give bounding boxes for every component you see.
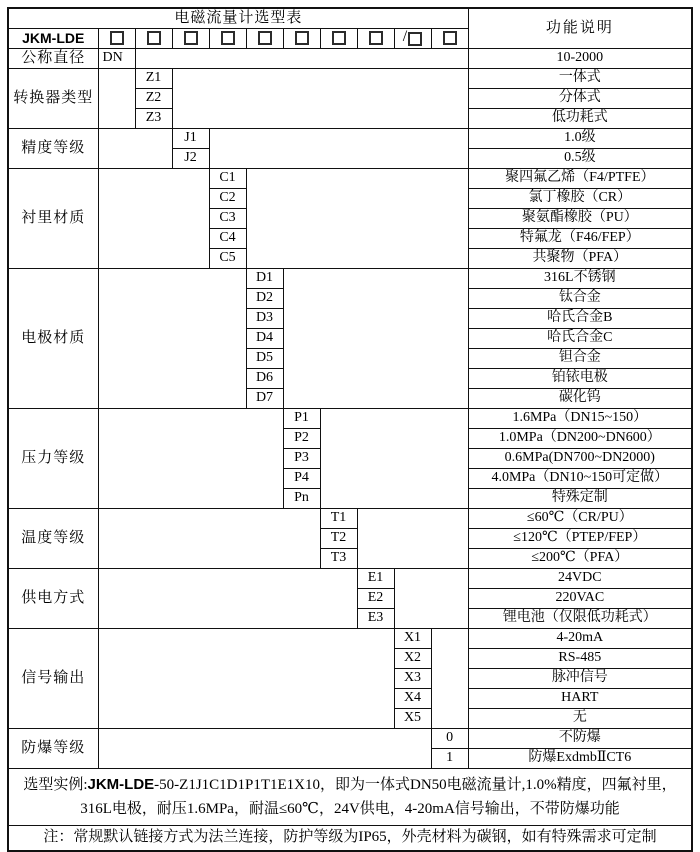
code-cell: Z3 xyxy=(135,109,172,129)
desc-cell: 哈氏合金C xyxy=(468,329,692,349)
checkbox-icon xyxy=(369,31,383,45)
code-cell: 1 xyxy=(431,749,468,769)
code-box-2 xyxy=(135,29,172,49)
table-title: 电磁流量计选型表 xyxy=(8,8,468,29)
example-model: JKM-LDE xyxy=(87,776,155,794)
spacer-cell xyxy=(431,629,468,729)
code-cell: E2 xyxy=(357,589,394,609)
desc-cell: ≤120℃（PTEP/FEP） xyxy=(468,529,692,549)
desc-cell: HART xyxy=(468,689,692,709)
spacer-cell xyxy=(98,129,172,169)
desc-cell: 无 xyxy=(468,709,692,729)
code-box-3 xyxy=(172,29,209,49)
spacer-cell xyxy=(98,629,394,729)
code-box-5 xyxy=(246,29,283,49)
code-cell: D4 xyxy=(246,329,283,349)
code-cell: Z2 xyxy=(135,89,172,109)
category-accuracy-class: 精度等级 xyxy=(8,129,98,169)
desc-cell: 共聚物（PFA） xyxy=(468,249,692,269)
code-cell: D3 xyxy=(246,309,283,329)
checkbox-icon xyxy=(408,32,422,46)
code-cell: Z1 xyxy=(135,69,172,89)
example-line-2: 316L电极，耐压1.6MPa，耐温≤60℃，24V供电，4-20mA信号输出，不带防爆功能 xyxy=(80,800,620,817)
desc-cell: 铂铱电极 xyxy=(468,369,692,389)
spacer-cell xyxy=(320,409,468,509)
spacer-cell xyxy=(394,569,468,629)
spacer-cell xyxy=(172,69,468,129)
desc-cell: 1.0MPa（DN200~DN600） xyxy=(468,429,692,449)
category-nominal-diameter: 公称直径 xyxy=(8,49,98,69)
desc-cell: 1.6MPa（DN15~150） xyxy=(468,409,692,429)
spacer-cell xyxy=(246,169,468,269)
code-cell: X5 xyxy=(394,709,431,729)
code-cell: X2 xyxy=(394,649,431,669)
code-cell: D1 xyxy=(246,269,283,289)
desc-cell: 10-2000 xyxy=(468,49,692,69)
selection-example-note xyxy=(8,769,692,826)
desc-cell: ≤60℃（CR/PU） xyxy=(468,509,692,529)
code-cell: D2 xyxy=(246,289,283,309)
code-cell: C1 xyxy=(209,169,246,189)
spacer-cell xyxy=(209,129,468,169)
desc-cell: 低功耗式 xyxy=(468,109,692,129)
spacer-cell xyxy=(98,409,283,509)
desc-cell: 碳化钨 xyxy=(468,389,692,409)
category-signal-output: 信号输出 xyxy=(8,629,98,729)
desc-cell: 0.6MPa(DN700~DN2000) xyxy=(468,449,692,469)
code-cell: D7 xyxy=(246,389,283,409)
desc-cell: 聚氨酯橡胶（PU） xyxy=(468,209,692,229)
code-box-9 xyxy=(394,29,431,49)
category-converter-type: 转换器类型 xyxy=(8,69,98,129)
code-cell: T1 xyxy=(320,509,357,529)
desc-cell: 防爆ExdmbⅡCT6 xyxy=(468,749,692,769)
code-cell: C4 xyxy=(209,229,246,249)
desc-cell: 氯丁橡胶（CR） xyxy=(468,189,692,209)
code-cell: Pn xyxy=(283,489,320,509)
code-cell: P2 xyxy=(283,429,320,449)
checkbox-icon xyxy=(184,31,198,45)
spacer-cell xyxy=(135,49,468,69)
code-cell: J1 xyxy=(172,129,209,149)
desc-cell: 聚四氟乙烯（F4/PTFE） xyxy=(468,169,692,189)
code-box-7 xyxy=(320,29,357,49)
footnote: 注：常规默认链接方式为法兰连接，防护等级为IP65，外壳材料为碳钢，如有特殊需求可定制 xyxy=(8,826,692,852)
spacer-cell xyxy=(98,729,431,769)
code-box-1 xyxy=(98,29,135,49)
desc-cell: 脉冲信号 xyxy=(468,669,692,689)
desc-cell: 0.5级 xyxy=(468,149,692,169)
desc-cell: 220VAC xyxy=(468,589,692,609)
checkbox-icon xyxy=(332,31,346,45)
desc-cell: 特殊定制 xyxy=(468,489,692,509)
spacer-cell xyxy=(283,269,468,409)
code-cell: T2 xyxy=(320,529,357,549)
code-cell: P1 xyxy=(283,409,320,429)
checkbox-icon xyxy=(258,31,272,45)
selection-table xyxy=(7,7,693,852)
code-box-6 xyxy=(283,29,320,49)
code-cell: C3 xyxy=(209,209,246,229)
spacer-cell xyxy=(98,269,246,409)
code-cell: X3 xyxy=(394,669,431,689)
desc-cell: RS-485 xyxy=(468,649,692,669)
function-column-header: 功能说明 xyxy=(468,8,692,49)
model-prefix: JKM-LDE xyxy=(8,29,98,49)
example-prefix: 选型实例: xyxy=(23,777,88,794)
code-cell: J2 xyxy=(172,149,209,169)
code-cell: X4 xyxy=(394,689,431,709)
code-cell: X1 xyxy=(394,629,431,649)
checkbox-icon xyxy=(221,31,235,45)
desc-cell: 316L不锈钢 xyxy=(468,269,692,289)
code-cell: P4 xyxy=(283,469,320,489)
desc-cell: 一体式 xyxy=(468,69,692,89)
category-pressure-rating: 压力等级 xyxy=(8,409,98,509)
code-box-4 xyxy=(209,29,246,49)
desc-cell: 哈氏合金B xyxy=(468,309,692,329)
spacer-cell xyxy=(98,509,320,569)
code-cell: E1 xyxy=(357,569,394,589)
category-power-supply: 供电方式 xyxy=(8,569,98,629)
desc-cell: 钛合金 xyxy=(468,289,692,309)
code-box-8 xyxy=(357,29,394,49)
desc-cell: 钽合金 xyxy=(468,349,692,369)
example-rest: -50-Z1J1C1D1P1T1E1X10，即为一体式DN50电磁流量计,1.0%精度，四氟衬里， xyxy=(154,777,677,794)
checkbox-icon xyxy=(443,31,457,45)
desc-cell: 1.0级 xyxy=(468,129,692,149)
spacer-cell xyxy=(98,569,357,629)
code-cell: C5 xyxy=(209,249,246,269)
desc-cell: 不防爆 xyxy=(468,729,692,749)
category-explosion-proof-rating: 防爆等级 xyxy=(8,729,98,769)
category-electrode-material: 电极材质 xyxy=(8,269,98,409)
code-cell: D6 xyxy=(246,369,283,389)
desc-cell: ≤200℃（PFA） xyxy=(468,549,692,569)
desc-cell: 特氟龙（F46/FEP） xyxy=(468,229,692,249)
category-lining-material: 衬里材质 xyxy=(8,169,98,269)
spacer-cell xyxy=(98,169,209,269)
code-cell: T3 xyxy=(320,549,357,569)
checkbox-icon xyxy=(110,31,124,45)
code-cell: D5 xyxy=(246,349,283,369)
code-box-10 xyxy=(431,29,468,49)
example-line-1 xyxy=(13,773,687,797)
code-cell: DN xyxy=(98,49,135,69)
code-cell: C2 xyxy=(209,189,246,209)
desc-cell: 分体式 xyxy=(468,89,692,109)
desc-cell: 4-20mA xyxy=(468,629,692,649)
checkbox-icon xyxy=(295,31,309,45)
code-cell: 0 xyxy=(431,729,468,749)
desc-cell: 锂电池（仅限低功耗式） xyxy=(468,609,692,629)
code-cell: P3 xyxy=(283,449,320,469)
desc-cell: 4.0MPa（DN10~150可定做） xyxy=(468,469,692,489)
slash-separator: / xyxy=(402,28,408,46)
category-temperature-rating: 温度等级 xyxy=(8,509,98,569)
spacer-cell xyxy=(98,69,135,129)
code-cell: E3 xyxy=(357,609,394,629)
desc-cell: 24VDC xyxy=(468,569,692,589)
checkbox-icon xyxy=(147,31,161,45)
spacer-cell xyxy=(357,509,468,569)
